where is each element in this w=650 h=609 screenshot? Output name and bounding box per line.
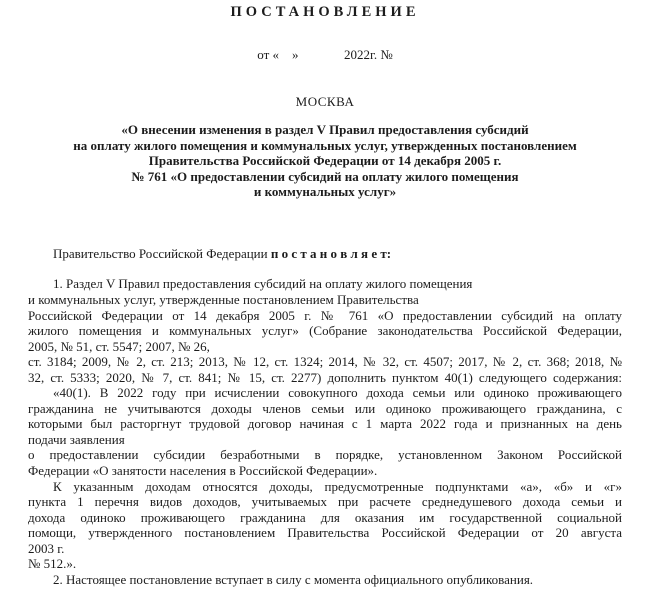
- title-line: на оплату жилого помещения и коммунальных услуг, утвержденных постановлением: [73, 137, 577, 153]
- body-line: 32, ст. 5333; 2020, № 7, ст. 841; № 15, ст. 2277) дополнить пунктом 40(1) следующего содержания:: [28, 369, 622, 385]
- body-line: гражданина не учитываются доходы членов семьи или одиноко проживающего гражданина, с: [28, 400, 622, 416]
- body-line: 2005, № 51, ст. 5547; 2007, № 26,: [28, 338, 210, 354]
- body-line: ст. 3184; 2009, № 2, ст. 213; 2013, № 12, ст. 1324; 2014, № 32, ст. 4507; 2017, № 2, ст. 368; 2018, №: [28, 354, 622, 370]
- title-line: и коммунальных услуг»: [253, 184, 397, 200]
- body-line: «40(1). В 2022 году при исчислении совокупного дохода семьи или одиноко проживающего: [53, 385, 622, 401]
- body-line: дохода одиноко проживающего гражданина для оказания им государственной социальной: [28, 509, 622, 525]
- body-line: помощи, утвержденного постановлением Правительства Российской Федерации от 20 августа: [28, 525, 622, 541]
- city-line: МОСКВА: [295, 93, 355, 109]
- body-line: Российской Федерации от 14 декабря 2005 г. № 761 «О предоставлении субсидий на оплату: [28, 307, 622, 323]
- title-line: Правительства Российской Федерации от 14 декабря 2005 г.: [148, 153, 502, 169]
- body-line: 1. Раздел V Правил предоставления субсидий на оплату жилого помещения: [53, 276, 473, 292]
- title-line: № 761 «О предоставлении субсидий на оплату жилого помещения: [131, 168, 519, 184]
- body-line: К указанным доходам относятся доходы, предусмотренные подпунктами «а», «б» и «г»: [53, 478, 622, 494]
- body-line: 2003 г.: [28, 540, 65, 556]
- preamble-lead: Правительство Российской Федерации: [53, 245, 271, 261]
- date-number-line: от « » 2022г. №: [257, 47, 393, 62]
- preamble-line: [28, 246, 622, 262]
- body-line: жилого помещения и коммунальных услуг» (Собрание законодательства Российской Федерации,: [28, 323, 622, 339]
- body-line: подачи заявления: [28, 431, 125, 447]
- body-line: которыми был расторгнут трудовой договор начиная с 1 марта 2022 года и признанных на день: [28, 416, 622, 432]
- title-line: «О внесении изменения в раздел V Правил предоставления субсидий: [121, 122, 529, 137]
- document-title: [28, 122, 622, 200]
- document-type-heading: ПОСТАНОВЛЕНИЕ: [230, 4, 420, 20]
- body-line: № 512.».: [28, 556, 77, 572]
- body-line: 2. Настоящее постановление вступает в силу с момента официального опубликования.: [53, 571, 534, 587]
- body-line: пункта 1 перечня видов доходов, учитываемых при расчете среднедушевого дохода семьи и: [28, 494, 622, 510]
- decree-word: п о с т а н о в л я е т:: [270, 245, 392, 261]
- body-line: и коммунальных услуг, утвержденные постановлением Правительства: [28, 292, 419, 308]
- document-body: [28, 276, 622, 587]
- body-line: о предоставлении субсидии безработными в порядке, установленном Законом Российской: [28, 447, 622, 463]
- body-line: Федерации «О занятости населения в Российской Федерации».: [28, 463, 378, 479]
